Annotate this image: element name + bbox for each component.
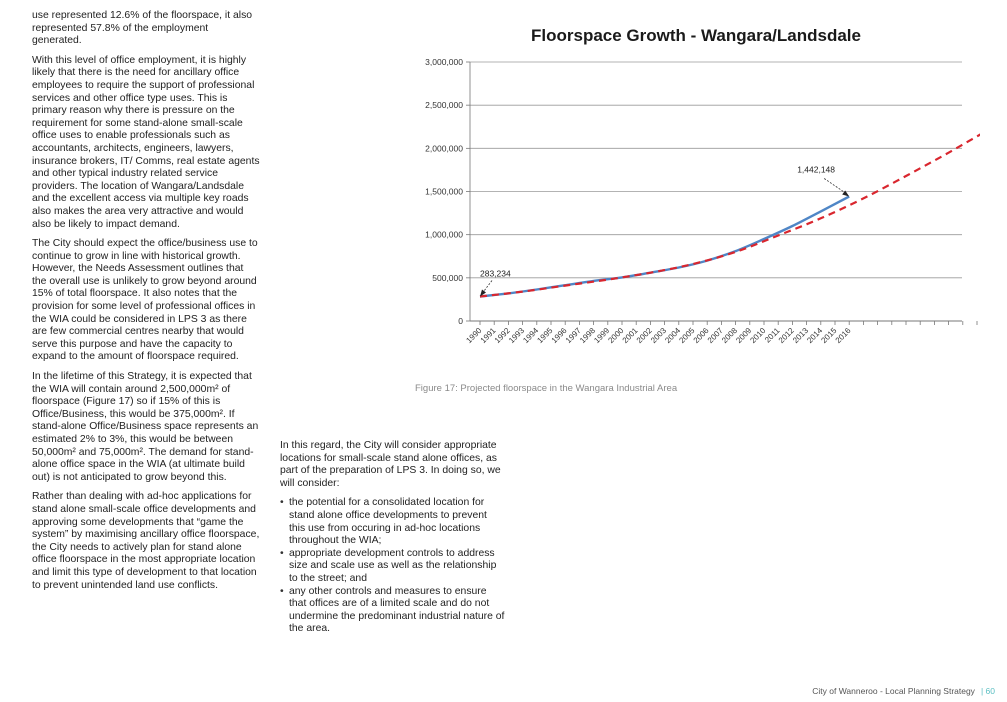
middle-text-column <box>280 440 505 636</box>
footer-title: City of Wanneroo - Local Planning Strategy <box>812 686 975 696</box>
y-tick-label: 3,000,000 <box>425 57 463 67</box>
data-label: 1,442,148 <box>797 164 836 175</box>
paragraph: In the lifetime of this Strategy, it is expected that the WIA will contain around 2,500,000m² of floorspace (Figure 17) so if 15% of this is Office/Business, this would be 375,000m². If stand-alone Office/Business space represents an estimated 2% to 3%, this would be between 50,000m² and 75,000m². The demand for stand-alone office space in the WIA (at ultimate build out) is not anticipated to grow beyond this. <box>32 371 259 483</box>
x-tick-label: 2002 <box>634 326 654 345</box>
x-tick-label: 2008 <box>720 326 740 345</box>
x-tick-label: 1993 <box>507 326 527 345</box>
x-tick-label: 2006 <box>691 326 711 345</box>
x-tick-label: 1996 <box>549 326 569 345</box>
y-tick-label: 1,500,000 <box>425 186 463 197</box>
x-tick-label: 2007 <box>705 326 725 345</box>
x-tick-label: 2012 <box>776 326 796 345</box>
chart-title: Floorspace Growth - Wangara/Landsdale <box>531 26 861 45</box>
x-tick-label: 2016 <box>833 326 853 345</box>
intro-paragraph: In this regard, the City will consider appropriate locations for small-scale stand alone offices, as part of the preparation of LPS 3. In doing so, we will consider: <box>280 440 501 489</box>
x-tick-label: 2009 <box>734 326 754 345</box>
chart-svg <box>410 18 980 363</box>
x-tick-label: 2015 <box>819 326 839 345</box>
x-tick-label: 2001 <box>620 326 640 345</box>
footer-separator: | <box>980 686 984 696</box>
consideration-list <box>280 497 505 636</box>
figure-caption: Figure 17: Projected floorspace in the Wangara Industrial Area <box>415 383 678 394</box>
x-tick-label: 2014 <box>805 326 825 345</box>
list-item: • appropriate development controls to address size and scale use as well as the relationship to the street; and <box>289 548 505 586</box>
x-tick-label: 2011 <box>763 326 782 345</box>
list-item: • any other controls and measures to ensure that offices are of a limited scale and do not undermine the predominant industrial nature of the area. <box>289 586 505 636</box>
x-tick-label: 2000 <box>606 326 626 345</box>
paragraph: With this level of office employment, it is highly likely that there is the need for ancillary office employees to require the support of professional services and other office type uses. This is primary reason why there is pressure on the requirement for some stand-alone small-scale office uses to enable professionals such as accountants, architects, engineers, lawyers, insurance brokers, IT/ Comms, real estate agents and other typical industry related service providers. The location of Wangara/Landsdale and the excellent access via multiple key roads also makes the area very attractive and would also be likely to impact demand. <box>32 54 260 230</box>
list-item: • the potential for a consolidated location for stand alone office developments to prevent this use from occuring in ad-hoc locations throughout the WIA; <box>289 497 505 547</box>
page-number: 60 <box>985 686 995 696</box>
y-tick-label: 1,000,000 <box>425 229 463 240</box>
y-tick-label: 0 <box>458 316 463 326</box>
x-tick-label: 1999 <box>592 326 612 345</box>
y-tick-label: 2,000,000 <box>425 143 463 154</box>
x-tick-label: 1997 <box>563 326 583 345</box>
projection-line <box>480 92 980 296</box>
y-tick-label: 2,500,000 <box>425 100 463 111</box>
x-tick-label: 2004 <box>663 326 683 345</box>
x-tick-label: 1994 <box>521 326 541 345</box>
paragraph: Rather than dealing with ad-hoc applications for stand alone small-scale office developments and approving some developments that “game the system” by maximising ancillary office floorspace, the City needs to actively plan for stand alone office floorspace in the most appropriate location and limit this type of development to that location to prevent unintended land use conflicts. <box>32 491 260 591</box>
x-tick-label: 2005 <box>677 326 697 345</box>
x-tick-label: 2010 <box>748 326 768 345</box>
actual-line <box>480 197 849 297</box>
x-tick-label: 2013 <box>791 326 811 345</box>
floorspace-chart <box>410 18 980 363</box>
x-tick-label: 1995 <box>535 326 555 345</box>
x-tick-label: 1990 <box>464 326 484 345</box>
paragraph: use represented 12.6% of the floorspace, it also represented 57.8% of the employment generated. <box>32 10 253 47</box>
x-tick-label: 1991 <box>478 326 498 345</box>
x-tick-label: 1992 <box>492 326 512 345</box>
x-tick-label: 1998 <box>578 326 598 345</box>
left-text-column <box>32 10 260 599</box>
paragraph: The City should expect the office/business use to continue to grow in line with historical growth. However, the Needs Assessment outlines that the overall use is unlikely to grow beyond around 15% of total floorspace. It also notes that the provision for some level of professional offices in the WIA could be considered in LPS 3 as there are few commercial centres nearby that would serve this purpose and have the capacity to expand to the amount of floorspace required. <box>32 238 258 363</box>
y-tick-label: 500,000 <box>432 272 463 283</box>
data-label: 283,234 <box>480 268 511 279</box>
page-footer <box>812 686 995 696</box>
x-tick-label: 2003 <box>649 326 669 345</box>
